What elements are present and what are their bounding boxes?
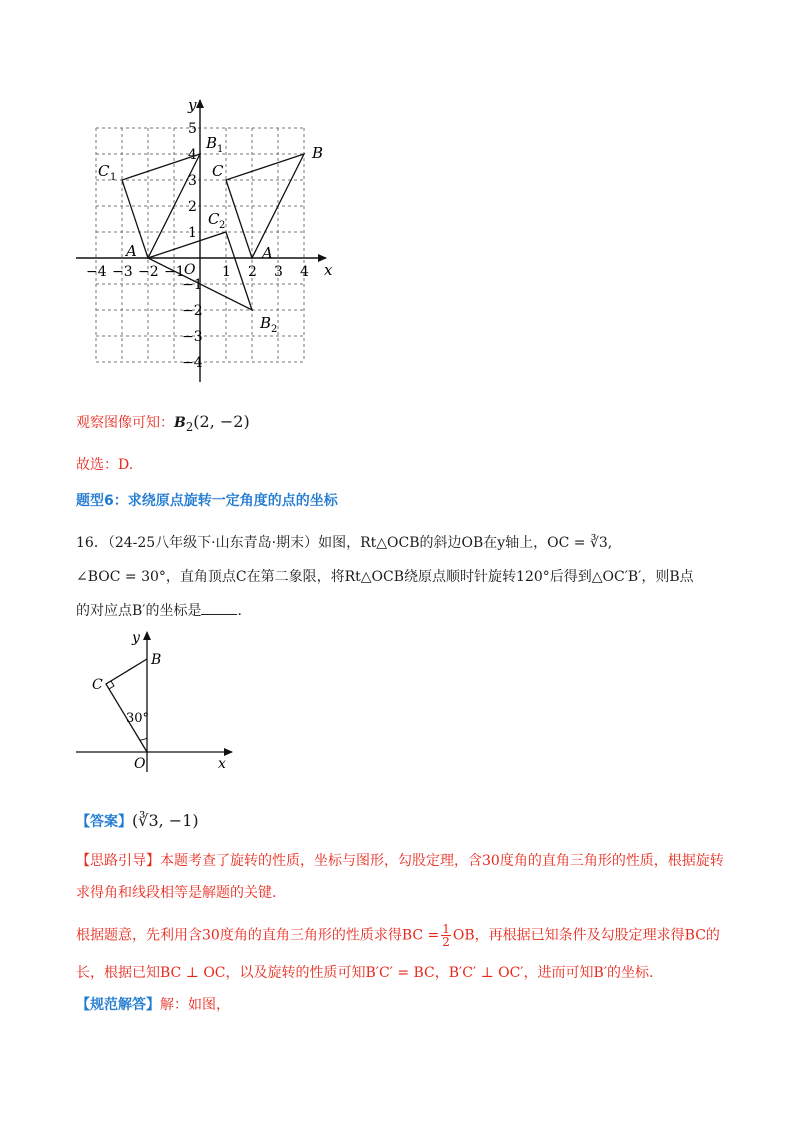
svg-text:−2: −2: [182, 303, 203, 319]
svg-text:3: 3: [274, 264, 283, 280]
svg-text:−4: −4: [182, 355, 203, 371]
hint-line-1: 【思路引导】本题考查了旋转的性质，坐标与图形，勾股定理，含30度角的直角三角形的性质，根据旋转: [76, 853, 724, 869]
label-angle: 30°: [126, 711, 150, 726]
section-title: 题型6：求绕原点旋转一定角度的点的坐标: [76, 493, 338, 509]
answer-blank: [201, 600, 237, 615]
choice-line: 故选：D.: [76, 457, 134, 473]
svg-text:1: 1: [110, 172, 117, 183]
svg-text:C: C: [212, 162, 224, 180]
svg-text:−4: −4: [86, 264, 107, 280]
svg-text:C: C: [208, 210, 220, 228]
svg-text:B: B: [312, 144, 324, 162]
y-axis-label-2: y: [132, 630, 140, 646]
svg-text:1: 1: [222, 264, 231, 280]
svg-text:C: C: [98, 162, 110, 180]
x-axis-label: x: [324, 261, 333, 279]
problem-line-1: 16．（24-25八年级下·山东青岛·期末）如图，Rt△OCB的斜边OB在y轴上，OC = ∛3,: [76, 535, 613, 551]
svg-text:A: A: [262, 244, 273, 262]
svg-text:4: 4: [188, 147, 197, 163]
svg-text:2: 2: [219, 220, 226, 231]
observe-line: 观察图像可知：$B_2(2$, −2): [76, 412, 250, 434]
svg-text:−1: −1: [164, 264, 185, 280]
svg-text:−3: −3: [182, 329, 203, 345]
label-c: C: [92, 677, 103, 693]
angle-arc: [140, 738, 147, 740]
svg-text:−2: −2: [138, 264, 159, 280]
triangle-ocb: [106, 659, 150, 752]
svg-text:−1: −1: [182, 277, 203, 293]
answer-line: 【答案】(∛3, −1): [76, 811, 199, 830]
svg-text:1: 1: [188, 225, 197, 241]
problem-line-2: ∠BOC = 30°，直角顶点C在第二象限，将Rt△OCB绕原点顺时针旋转120°后得到△OC′B′，则B点: [76, 569, 694, 585]
reason-line-1: 根据题意，先利用含30度角的直角三角形的性质求得BC = $\frac{1}{2}$ OB，再根据已知条件及勾股定理求得BC的: [76, 922, 720, 949]
svg-text:−3: −3: [112, 264, 133, 280]
reason-line-2: 长，根据已知BC ⊥ OC，以及旋转的性质可知B′C′ = BC，B′C′ ⊥ OC′，进而可知B′的坐标.: [76, 965, 654, 981]
svg-text:2: 2: [248, 264, 257, 280]
svg-text:3: 3: [188, 173, 197, 189]
fraction-one-half: $\frac{1}{2}$: [442, 922, 450, 949]
svg-text:5: 5: [188, 121, 197, 137]
problem-line-3: 的对应点B′的坐标是 .: [76, 600, 242, 621]
x-axis-label-2: x: [218, 756, 226, 772]
vertex-labels: [98, 134, 323, 335]
svg-text:4: 4: [300, 264, 309, 280]
label-b: B: [151, 652, 162, 668]
svg-text:B: B: [206, 134, 218, 152]
svg-text:1: 1: [217, 144, 224, 155]
hint-line-2: 求得角和线段相等是解题的关键.: [76, 885, 277, 901]
svg-text:A: A: [126, 242, 137, 260]
solution-line: 【规范解答】解：如图，: [76, 997, 230, 1013]
svg-text:2: 2: [271, 324, 278, 335]
svg-text:2: 2: [188, 199, 197, 215]
svg-text:B: B: [260, 314, 272, 332]
label-o: O: [134, 756, 146, 772]
origin-label: O: [184, 262, 196, 278]
figure-rotation-grid: [70, 90, 350, 390]
figure-right-triangle: [70, 628, 240, 778]
y-axis-label: y: [188, 96, 197, 114]
